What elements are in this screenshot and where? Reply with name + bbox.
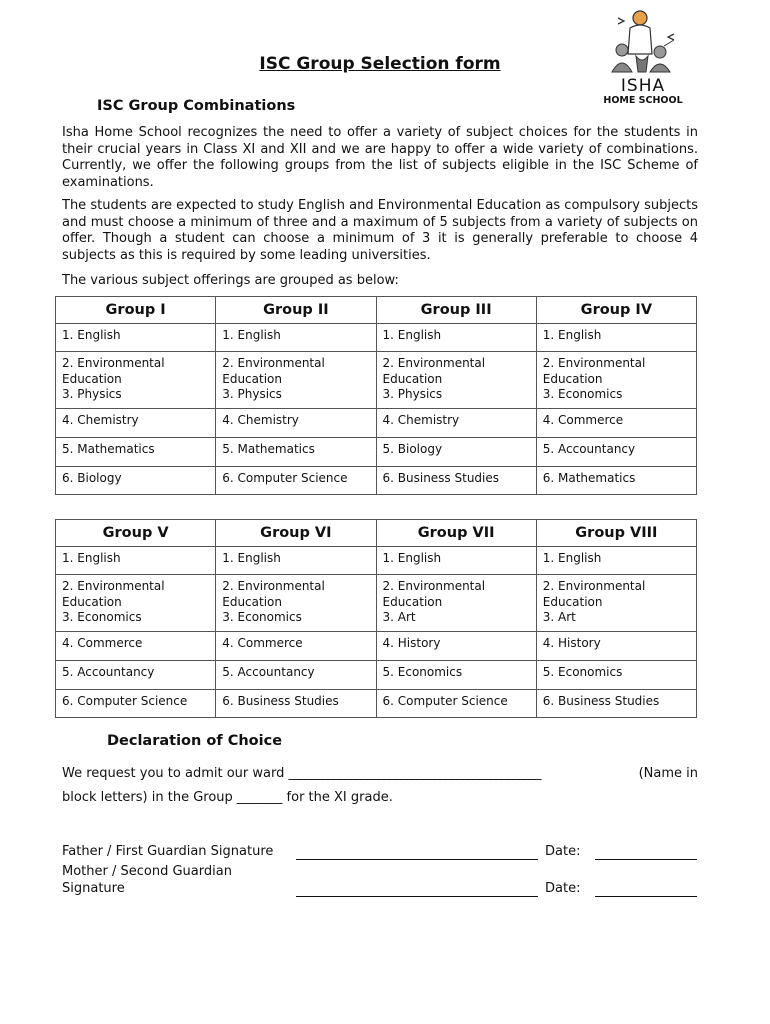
group-header: Group I [56,297,216,324]
father-signature-label: Father / First Guardian Signature [62,844,274,859]
subject-cell: 4. Commerce [536,409,696,438]
subject-entry: 2. Environmental Education [542,579,646,609]
subject-cell: 6. Mathematics [536,467,696,495]
logo-name: ISHA [620,76,666,96]
subject-cell: 6. Computer Science [56,690,216,718]
mother-date-line[interactable] [595,896,697,897]
subject-cell: 5. Biology [376,438,536,467]
subject-entry: 3. Physics [222,387,282,401]
subject-entry: 3. Physics [62,387,122,401]
subject-cell [536,352,696,409]
subject-entry: 2. Environmental Education [222,579,325,609]
intro-paragraph-1: Isha Home School recognizes the need to offer a variety of subject choices for the students in their crucial years in Class XI and XII and we are happy to offer a wide variety of combinations. Currently, we offer the following groups from the list of subjects eligible in the ISC Scheme of examinations. [62,125,698,190]
group-header: Group II [216,297,376,324]
subject-cell: 6. Biology [56,467,216,495]
group-header: Group VI [216,520,376,547]
table-header-row [56,520,697,547]
subject-cell: 5. Accountancy [56,661,216,690]
subject-cell [56,575,216,632]
declaration-request-text: We request you to admit our ward [62,766,285,781]
table-row [56,409,697,438]
subject-cell [216,352,376,409]
subject-cell: 6. Business Studies [536,690,696,718]
subject-cell: 1. English [216,324,376,352]
section-heading-combinations: ISC Group Combinations [97,98,296,114]
father-signature-line[interactable] [296,859,538,860]
declaration-line-2: block letters) in the Group _______ for the XI grade. [62,790,393,805]
intro-paragraph-3: The various subject offerings are grouped as below: [62,273,399,288]
table-row [56,438,697,467]
isha-logo [600,6,690,110]
group-header: Group IV [536,297,696,324]
subject-cell [216,575,376,632]
table-row [56,467,697,495]
subject-cell [536,575,696,632]
subject-entry: 2. Environmental Education [62,356,165,386]
subject-entry: 2. Environmental Education [542,356,646,386]
subject-cell: 5. Accountancy [216,661,376,690]
subject-entry: 3. Economics [222,610,302,624]
subject-entry: 3. Art [542,610,576,624]
subject-cell [376,352,536,409]
subject-cell: 1. English [216,547,376,575]
declaration-line-1 [62,766,698,781]
table-row [56,690,697,718]
subject-entry: 3. Economics [542,387,623,401]
subject-cell: 4. Commerce [56,632,216,661]
logo-subtitle: HOME SCHOOL [603,95,683,106]
father-date-line[interactable] [595,859,697,860]
subject-entry: 3. Art [382,610,416,624]
group-header: Group VII [376,520,536,547]
group-header: Group V [56,520,216,547]
subject-cell [56,352,216,409]
page-title: ISC Group Selection form [259,54,501,74]
table-row [56,352,697,409]
mother-signature-label-line2: Signature [62,880,125,896]
table-header-row [56,297,697,324]
subject-cell: 5. Accountancy [536,438,696,467]
table-row [56,575,697,632]
intro-paragraph-2: The students are expected to study English and Environmental Education as compulsory subjects and must choose a minimum of three and a maximum of 5 subjects from a variety of subjects on offer. Though a student can choose a minimum of 3 it is generally preferable to choose 4 subjects as this is required by some leading universities. [62,198,698,263]
subject-cell: 6. Computer Science [376,690,536,718]
subject-cell: 1. English [536,324,696,352]
subject-cell: 6. Business Studies [216,690,376,718]
subject-cell: 4. Commerce [216,632,376,661]
subject-cell: 1. English [56,324,216,352]
subject-cell: 6. Business Studies [376,467,536,495]
mother-date-label: Date: [545,881,581,896]
subject-cell: 4. Chemistry [216,409,376,438]
group-table-1 [55,296,697,495]
subject-cell: 1. English [376,547,536,575]
declaration-name-in-text: (Name in [638,766,698,781]
subject-cell: 5. Economics [376,661,536,690]
subject-cell [376,575,536,632]
subject-entry: 2. Environmental Education [382,356,486,386]
mother-signature-label-line1: Mother / Second Guardian [62,864,232,879]
subject-entry: 3. Physics [382,387,443,401]
subject-cell: 4. Chemistry [56,409,216,438]
children-illustration-icon [600,6,690,76]
subject-cell: 1. English [536,547,696,575]
subject-entry: 3. Economics [62,610,142,624]
group-header: Group III [376,297,536,324]
subject-cell: 1. English [376,324,536,352]
subject-cell: 4. Chemistry [376,409,536,438]
subject-cell: 5. Mathematics [216,438,376,467]
group-header: Group VIII [536,520,696,547]
table-row [56,324,697,352]
subject-cell: 1. English [56,547,216,575]
subject-entry: 2. Environmental Education [222,356,325,386]
mother-signature-label [62,864,232,897]
subject-cell: 4. History [376,632,536,661]
section-heading-declaration: Declaration of Choice [107,733,283,749]
mother-signature-line[interactable] [296,896,538,897]
subject-cell: 4. History [536,632,696,661]
group-table-2 [55,519,697,718]
subject-cell: 5. Economics [536,661,696,690]
table-row [56,661,697,690]
father-date-label: Date: [545,844,581,859]
subject-entry: 2. Environmental Education [382,579,486,609]
table-row [56,547,697,575]
subject-entry: 2. Environmental Education [62,579,165,609]
table-row [56,632,697,661]
subject-cell: 5. Mathematics [56,438,216,467]
subject-cell: 6. Computer Science [216,467,376,495]
ward-name-field[interactable]: _____________________________________________ [288,766,541,781]
